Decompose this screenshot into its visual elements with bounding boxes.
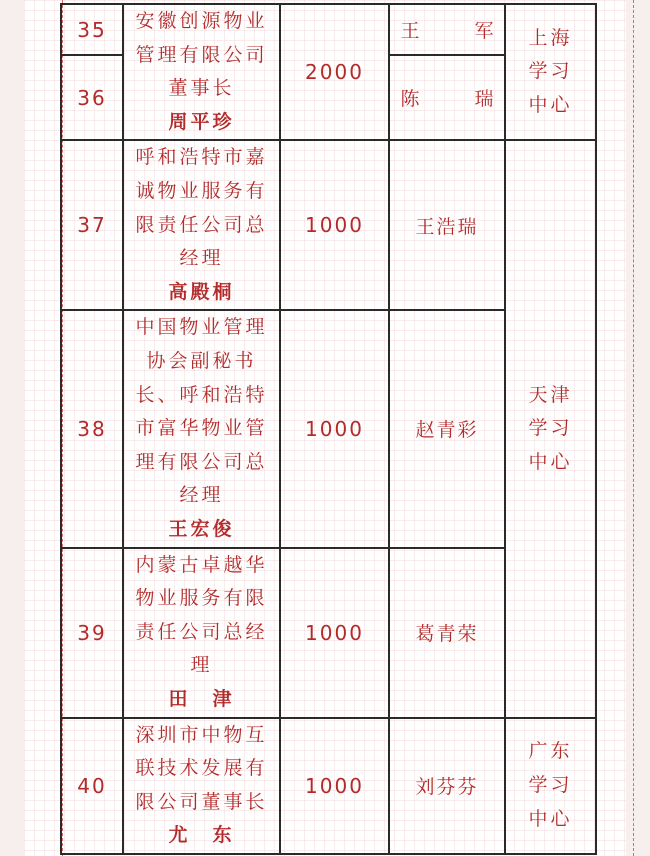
amount-cell: 2000: [280, 4, 389, 140]
row-number: 37: [61, 140, 123, 310]
company-cell: [123, 310, 280, 547]
company-title: 内蒙古卓越华物业服务有限责任公司总经理: [135, 553, 268, 677]
row-number: 38: [61, 310, 123, 547]
row-number: 39: [61, 548, 123, 718]
person-name: 田 津: [168, 687, 235, 710]
contact-cell: 陈 瑞: [389, 55, 505, 140]
company-cell: [123, 4, 280, 140]
contact-cell: 赵青彩: [389, 310, 505, 547]
amount-cell: 1000: [280, 548, 389, 718]
table-row: [61, 718, 596, 854]
center-cell: 广东学习中心: [505, 718, 596, 854]
contact-cell: 刘芬芬: [389, 718, 505, 854]
company-cell: [123, 548, 280, 718]
contact-cell: 王浩瑞: [389, 140, 505, 310]
person-name: 尤 东: [168, 824, 235, 847]
center-cell: 天津学习中心: [505, 140, 596, 717]
contact-cell: 葛青荣: [389, 548, 505, 718]
row-number: 36: [61, 55, 123, 140]
company-title: 安徽创源物业管理有限公司董事长: [135, 10, 268, 100]
person-name: 周平珍: [168, 110, 235, 133]
company-cell: [123, 718, 280, 854]
person-name: 王宏俊: [168, 517, 235, 540]
amount-cell: 1000: [280, 140, 389, 310]
amount-cell: 1000: [280, 310, 389, 547]
row-number: 40: [61, 718, 123, 854]
company-title: 呼和浩特市嘉诚物业服务有限责任公司总经理: [135, 146, 268, 270]
company-cell: [123, 140, 280, 310]
amount-cell: 1000: [280, 718, 389, 854]
donation-table: [60, 3, 597, 855]
center-cell: 上海学习中心: [505, 4, 596, 140]
table-row: [61, 4, 596, 55]
right-dashed-border: [633, 0, 634, 856]
company-title: 中国物业管理协会副秘书长、呼和浩特市富华物业管理有限公司总经理: [135, 316, 268, 507]
table-row: [61, 140, 596, 310]
contact-cell: 王 军: [389, 4, 505, 55]
person-name: 高殿桐: [168, 280, 235, 303]
company-title: 深圳市中物互联技术发展有限公司董事长: [135, 723, 268, 813]
row-number: 35: [61, 4, 123, 55]
